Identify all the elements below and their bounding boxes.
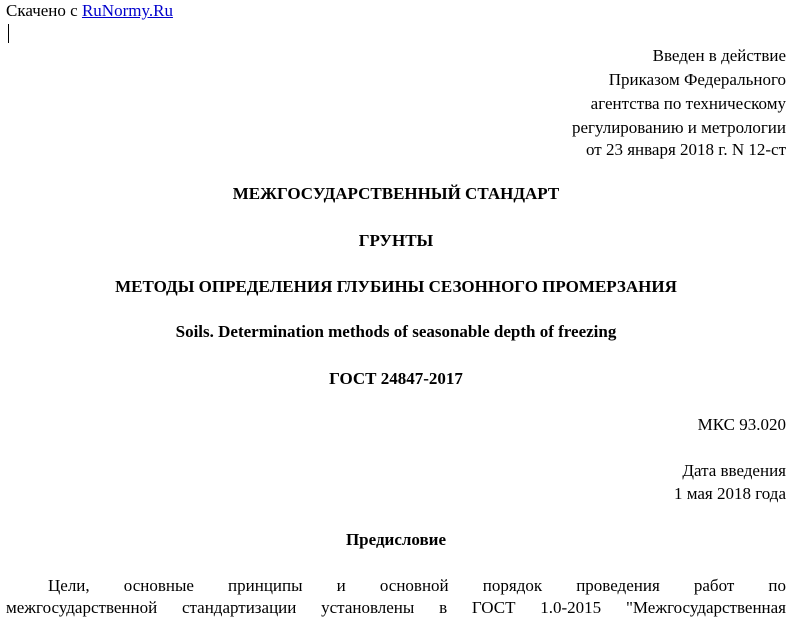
subject-heading: ГРУНТЫ (358, 231, 434, 250)
title-en-heading: Soils. Determination methods of seasonable depth of freezing (175, 322, 617, 341)
foreword-paragraph-line-1: Цели, основные принципы и основной порядок проведения работ по (48, 576, 786, 595)
source-line (6, 1, 173, 21)
enactment-line-3: агентства по техническому (590, 94, 786, 113)
source-link[interactable]: RuNormy.Ru (81, 1, 173, 20)
enactment-line-4: регулированию и метрологии (571, 118, 786, 137)
effective-date-value: 1 мая 2018 года (673, 484, 786, 503)
foreword-heading: Предисловие (345, 530, 447, 549)
enactment-line-1: Введен в действие (652, 46, 786, 65)
enactment-line-5: от 23 января 2018 г. N 12-ст (585, 140, 786, 159)
standard-type-heading: МЕЖГОСУДАРСТВЕННЫЙ СТАНДАРТ (232, 184, 560, 203)
designation-heading: ГОСТ 24847-2017 (329, 369, 463, 388)
source-prefix: Скачено с (6, 1, 78, 20)
enactment-line-2: Приказом Федерального (608, 70, 786, 89)
text-cursor (8, 24, 9, 43)
foreword-paragraph-line-2: межгосударственной стандартизации установлены в ГОСТ 1.0-2015 "Межгосударственная (6, 598, 786, 617)
mks-code: МКС 93.020 (697, 415, 786, 434)
title-ru-heading: МЕТОДЫ ОПРЕДЕЛЕНИЯ ГЛУБИНЫ СЕЗОННОГО ПРОМЕРЗАНИЯ (115, 277, 677, 296)
effective-date-label: Дата введения (682, 461, 786, 480)
